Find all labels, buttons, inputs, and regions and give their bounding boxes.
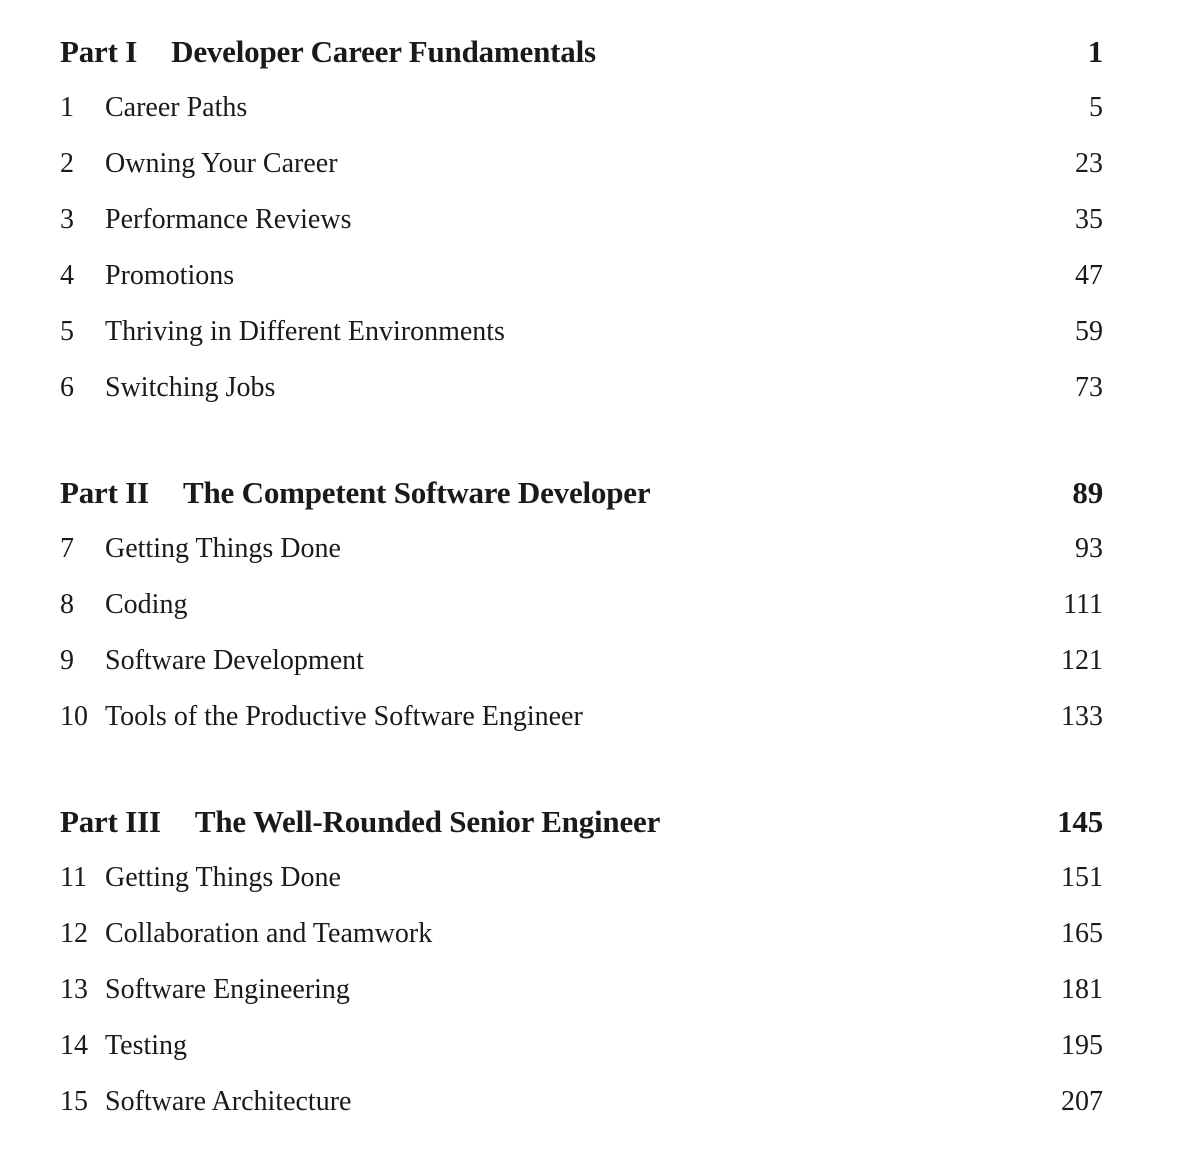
chapter-number: 5 xyxy=(60,316,74,347)
chapter-title: Software Architecture xyxy=(105,1086,352,1117)
toc-entry[interactable] xyxy=(60,192,1103,248)
chapter-page-number: 35 xyxy=(1075,204,1103,235)
chapter-number: 1 xyxy=(60,92,74,123)
toc-entry[interactable] xyxy=(60,248,1103,304)
part-page-number: 1 xyxy=(1087,34,1103,69)
chapter-title: Getting Things Done xyxy=(105,862,341,893)
chapter-title: Testing xyxy=(105,1030,188,1061)
toc-entry[interactable] xyxy=(60,1018,1103,1074)
chapter-page-number: 121 xyxy=(1061,645,1103,676)
chapter-page-number: 59 xyxy=(1075,316,1103,347)
toc-entry[interactable] xyxy=(60,1074,1103,1130)
chapter-page-number: 47 xyxy=(1075,260,1103,291)
chapter-page-number: 73 xyxy=(1075,372,1103,403)
toc-part xyxy=(60,28,1103,416)
chapter-number: 15 xyxy=(60,1086,88,1117)
chapter-page-number: 195 xyxy=(1061,1030,1103,1061)
chapter-title: Tools of the Productive Software Engineer xyxy=(105,701,583,732)
part-heading[interactable] xyxy=(60,798,1103,846)
chapter-page-number: 23 xyxy=(1075,148,1103,179)
part-label: Part II xyxy=(60,475,149,510)
chapter-title: Thriving in Different Environments xyxy=(105,316,505,347)
toc-entry[interactable] xyxy=(60,304,1103,360)
chapter-number: 8 xyxy=(60,589,74,620)
toc-entry[interactable] xyxy=(60,906,1103,962)
chapter-page-number: 5 xyxy=(1089,92,1103,123)
chapter-number: 13 xyxy=(60,974,88,1005)
chapter-page-number: 93 xyxy=(1075,533,1103,564)
toc-entry[interactable] xyxy=(60,577,1103,633)
part-heading[interactable] xyxy=(60,28,1103,76)
toc-entry[interactable] xyxy=(60,689,1103,745)
toc-entry[interactable] xyxy=(60,962,1103,1018)
chapter-title: Coding xyxy=(105,589,188,620)
chapter-number: 4 xyxy=(60,260,74,291)
toc-part xyxy=(60,798,1103,1130)
chapter-page-number: 181 xyxy=(1061,974,1103,1005)
toc-entry[interactable] xyxy=(60,80,1103,136)
chapter-number: 14 xyxy=(60,1030,88,1061)
chapter-title: Getting Things Done xyxy=(105,533,341,564)
toc-entry[interactable] xyxy=(60,360,1103,416)
chapter-page-number: 111 xyxy=(1063,589,1103,620)
chapter-title: Collaboration and Teamwork xyxy=(105,918,433,949)
part-title: The Well-Rounded Senior Engineer xyxy=(194,804,661,839)
chapter-number: 9 xyxy=(60,645,74,676)
part-label: Part I xyxy=(60,34,138,69)
chapter-title: Promotions xyxy=(105,260,235,291)
toc-entry[interactable] xyxy=(60,850,1103,906)
chapter-title: Performance Reviews xyxy=(105,204,352,235)
chapter-title: Career Paths xyxy=(105,92,248,123)
part-title: Developer Career Fundamentals xyxy=(171,34,596,69)
chapter-title: Software Engineering xyxy=(105,974,350,1005)
chapter-number: 3 xyxy=(60,204,74,235)
part-page-number: 145 xyxy=(1057,804,1103,839)
chapter-page-number: 133 xyxy=(1061,701,1103,732)
chapter-page-number: 207 xyxy=(1061,1086,1103,1117)
chapter-number: 6 xyxy=(60,372,74,403)
chapter-page-number: 151 xyxy=(1061,862,1103,893)
chapter-title: Owning Your Career xyxy=(105,148,338,179)
chapter-title: Switching Jobs xyxy=(105,372,276,403)
toc-entry[interactable] xyxy=(60,633,1103,689)
part-label: Part III xyxy=(60,804,161,839)
toc-part xyxy=(60,469,1103,745)
chapter-title: Software Development xyxy=(105,645,364,676)
toc-entry[interactable] xyxy=(60,136,1103,192)
chapter-page-number: 165 xyxy=(1061,918,1103,949)
chapter-number: 12 xyxy=(60,918,88,949)
toc-entry[interactable] xyxy=(60,521,1103,577)
part-heading[interactable] xyxy=(60,469,1103,517)
chapter-number: 10 xyxy=(60,701,88,732)
part-title: The Competent Software Developer xyxy=(183,475,651,510)
chapter-number: 7 xyxy=(60,533,74,564)
chapter-number: 2 xyxy=(60,148,74,179)
chapter-number: 11 xyxy=(60,862,87,893)
table-of-contents xyxy=(60,28,1103,1130)
part-page-number: 89 xyxy=(1072,475,1103,510)
